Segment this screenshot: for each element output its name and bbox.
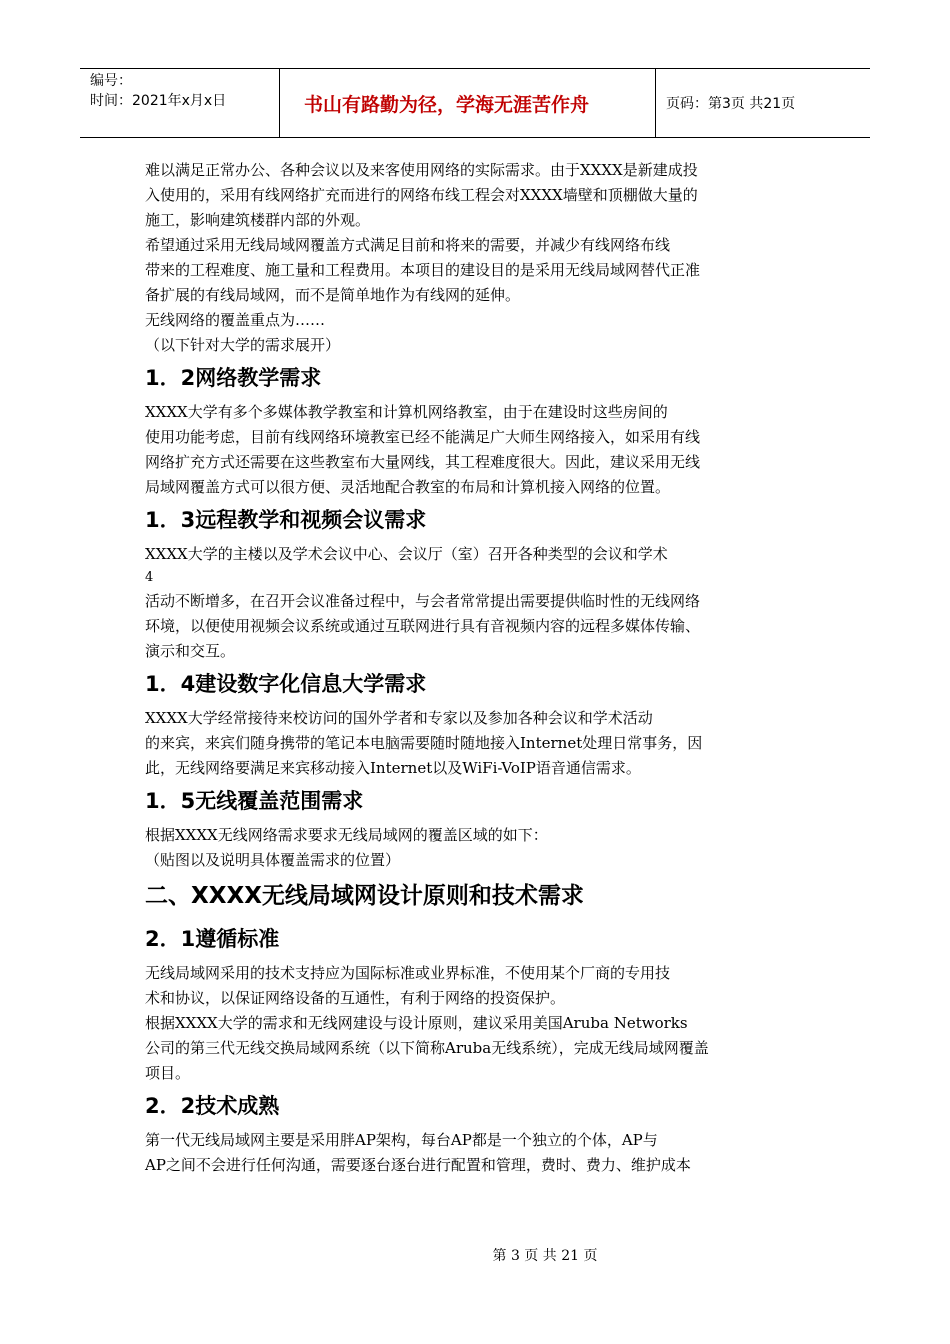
body-text-line: 施工，影响建筑楼群内部的外观。 [145, 211, 371, 229]
body-text-line: 无线网络的覆盖重点为…… [145, 311, 326, 329]
body-text-line: 局域网覆盖方式可以很方便、灵活地配合教室的布局和计算机接入网络的位置。 [145, 478, 671, 496]
body-text-line: 入使用的，采用有线网络扩充而进行的网络布线工程会对XXXX墙壁和顶棚做大量的 [145, 186, 698, 204]
body-text-line: AP之间不会进行任何沟通，需要逐台逐台进行配置和管理，费时、费力、维护成本 [145, 1156, 691, 1174]
body-text-line: 4 [145, 570, 154, 585]
body-text-line: XXXX大学经常接待来校访问的国外学者和专家以及参加各种会议和学术活动 [145, 709, 653, 727]
page-info-text: 页码：第3页 共21页 [666, 96, 796, 112]
body-text-line: 项目。 [145, 1064, 191, 1082]
document-time-label: 时间：2021年x月x日 [90, 93, 227, 109]
body-text-line: 环境，以便使用视频会议系统或通过互联网进行具有音视频内容的远程多媒体传输、 [145, 617, 701, 635]
header-meta-cell [80, 69, 280, 137]
section-heading: 1．4建设数字化信息大学需求 [145, 672, 427, 696]
body-text-line: XXXX大学的主楼以及学术会议中心、会议厅（室）召开各种类型的会议和学术 [145, 545, 668, 563]
body-text-line: 的来宾，来宾们随身携带的笔记本电脑需要随时随地接入Internet处理日常事务，因 [145, 734, 703, 752]
body-text-line: 无线局域网采用的技术支持应为国际标准或业界标准，不使用某个厂商的专用技 [145, 964, 671, 982]
document-body [145, 158, 785, 1178]
body-text-line: 第一代无线局域网主要是采用胖AP架构，每台AP都是一个独立的个体，AP与 [145, 1131, 658, 1149]
body-text-line: 演示和交互。 [145, 642, 236, 660]
body-text-line: （以下针对大学的需求展开） [145, 336, 341, 354]
body-text-line: 术和协议，以保证网络设备的互通性，有利于网络的投资保护。 [145, 989, 566, 1007]
section-heading: 2．1遵循标准 [145, 927, 280, 951]
body-text-line: 带来的工程难度、施工量和工程费用。本项目的建设目的是采用无线局域网替代正准 [145, 261, 701, 279]
page-footer [0, 1245, 950, 1265]
page-header [80, 68, 870, 138]
body-text-line: 根据XXXX无线网络需求要求无线局域网的覆盖区域的如下： [145, 826, 548, 844]
motto-text: 书山有路勤为径，学海无涯苦作舟 [304, 93, 590, 116]
body-text-line: XXXX大学有多个多媒体教学教室和计算机网络教室，由于在建设时这些房间的 [145, 403, 668, 421]
section-heading: 1．5无线覆盖范围需求 [145, 789, 364, 813]
body-text-line: 难以满足正常办公、各种会议以及来客使用网络的实际需求。由于XXXX是新建成投 [145, 161, 698, 179]
section-heading: 1．2网络教学需求 [145, 366, 322, 390]
body-text-line: 活动不断增多，在召开会议准备过程中，与会者常常提出需要提供临时性的无线网络 [145, 592, 701, 610]
body-text-line: 备扩展的有线局域网，而不是简单地作为有线网的延伸。 [145, 286, 521, 304]
document-number-label: 编号： [90, 73, 132, 89]
body-text-line: 网络扩充方式还需要在这些教室布大量网线，其工程难度很大。因此，建议采用无线 [145, 453, 701, 471]
footer-page-number: 第 3 页 共 21 页 [492, 1248, 598, 1264]
header-motto [280, 69, 656, 137]
section-heading: 2．2技术成熟 [145, 1094, 280, 1118]
body-text-line: 此，无线网络要满足来宾移动接入Internet以及WiFi-VoIP语音通信需求。 [145, 759, 641, 777]
body-text-line: 根据XXXX大学的需求和无线网建设与设计原则，建议采用美国Aruba Networks [145, 1014, 688, 1032]
section-heading: 1．3远程教学和视频会议需求 [145, 508, 427, 532]
section-heading: 二、XXXX无线局域网设计原则和技术需求 [145, 883, 584, 909]
body-text-line: 希望通过采用无线局域网覆盖方式满足目前和将来的需要，并减少有线网络布线 [145, 236, 671, 254]
body-text-line: （贴图以及说明具体覆盖需求的位置） [145, 851, 401, 869]
header-page-info [656, 69, 870, 137]
body-text-line: 公司的第三代无线交换局域网系统（以下简称Aruba无线系统），完成无线局域网覆盖 [145, 1039, 709, 1057]
body-text-line: 使用功能考虑，目前有线网络环境教室已经不能满足广大师生网络接入，如采用有线 [145, 428, 701, 446]
